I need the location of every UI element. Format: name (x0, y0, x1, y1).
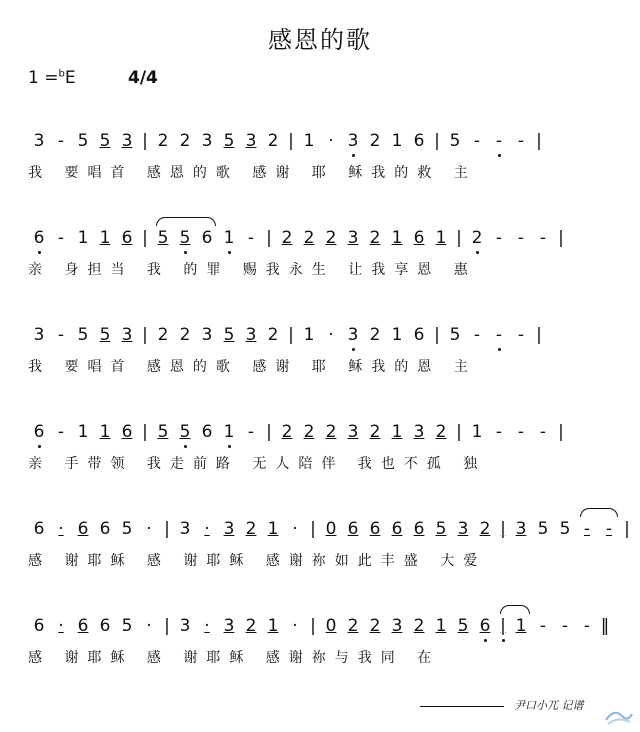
transcriber-credit: 尹口小兀 记谱 (514, 699, 584, 712)
note: 2 (369, 131, 381, 151)
note: 6 (121, 228, 133, 248)
note: · (146, 519, 152, 539)
barline: | (310, 616, 316, 636)
note: 3 (391, 616, 403, 636)
note: 1 (303, 131, 315, 151)
note: 5 (157, 422, 169, 442)
barline: | (164, 519, 170, 539)
note: 3 (347, 228, 359, 248)
note: - (539, 616, 547, 636)
barline: | (142, 422, 148, 442)
note: 0 (325, 519, 337, 539)
note: 1 (391, 422, 403, 442)
lyrics-line: 感 谢耶稣 感 谢耶稣 感谢祢与我同 在 (28, 650, 441, 666)
note: 1 (267, 616, 279, 636)
note: - (517, 228, 525, 248)
note: 3 (201, 131, 213, 151)
note: 6 (413, 228, 425, 248)
note: 1 (471, 422, 483, 442)
note: 5 (435, 519, 447, 539)
note: · (58, 616, 64, 636)
note: 6 (201, 422, 213, 442)
note: - (605, 519, 613, 539)
note: 1 (391, 131, 403, 151)
lyrics-line: 感 谢耶稣 感 谢耶稣 感谢祢如此丰盛 大爱 (28, 553, 487, 569)
note: 2 (325, 228, 337, 248)
note: 2 (369, 422, 381, 442)
note: - (539, 422, 547, 442)
barline: | (536, 325, 542, 345)
note: - (247, 422, 255, 442)
note: 5 (121, 616, 133, 636)
note: · (292, 616, 298, 636)
note: - (57, 131, 65, 151)
barline: | (456, 422, 462, 442)
note: 2 (179, 131, 191, 151)
notation-line (28, 518, 634, 540)
note: 6 (391, 519, 403, 539)
note: 3 (342, 324, 364, 346)
note: 6 (77, 519, 89, 539)
note: 1 (99, 228, 111, 248)
note: 5 (223, 325, 235, 345)
note: · (58, 519, 64, 539)
note: 2 (479, 519, 491, 539)
note: - (57, 422, 65, 442)
note: 5 (157, 228, 169, 248)
barline: ‖ (600, 616, 610, 636)
score-row (0, 324, 640, 384)
note: 2 (157, 131, 169, 151)
song-title: 感恩的歌 (268, 26, 372, 54)
barline: | (164, 616, 170, 636)
score-row (0, 518, 640, 578)
barline: | (558, 228, 564, 248)
note: 5 (99, 325, 111, 345)
note: 2 (369, 228, 381, 248)
note: · (146, 616, 152, 636)
note: 2 (179, 325, 191, 345)
note: 6 (413, 519, 425, 539)
note: 1 (435, 228, 447, 248)
note: 6 (474, 615, 496, 637)
note: 1 (77, 422, 89, 442)
note: · (204, 519, 210, 539)
note: 2 (281, 422, 293, 442)
note: 2 (325, 422, 337, 442)
key-prefix: 1 = (28, 68, 59, 88)
note: 3 (347, 422, 359, 442)
score-row (0, 227, 640, 287)
note: 2 (303, 422, 315, 442)
note: 5 (77, 131, 89, 151)
note: 1 (515, 616, 527, 636)
score-row (0, 421, 640, 481)
note: 6 (201, 228, 213, 248)
note: 3 (245, 325, 257, 345)
note: 2 (413, 616, 425, 636)
note: 1 (77, 228, 89, 248)
flat-sign: b (58, 68, 65, 80)
notation-line (28, 324, 546, 346)
note: 1 (303, 325, 315, 345)
note: 3 (342, 130, 364, 152)
time-signature: 4/4 (128, 68, 158, 88)
note: 2 (267, 131, 279, 151)
barline: | (624, 519, 630, 539)
note: 6 (121, 422, 133, 442)
note: 5 (449, 131, 461, 151)
note: 3 (33, 325, 45, 345)
barline: | (142, 228, 148, 248)
note: - (495, 228, 503, 248)
note: - (583, 519, 591, 539)
note: 2 (303, 228, 315, 248)
note: 1 (267, 519, 279, 539)
note: 6 (413, 325, 425, 345)
barline: | (310, 519, 316, 539)
barline: | (288, 131, 294, 151)
note: - (488, 324, 510, 346)
watermark-logo-icon (604, 706, 634, 728)
note: 6 (99, 616, 111, 636)
note: 6 (28, 421, 50, 443)
note: - (517, 325, 525, 345)
note: 3 (457, 519, 469, 539)
note: 1 (435, 616, 447, 636)
note: 2 (347, 616, 359, 636)
note: 3 (201, 325, 213, 345)
note: 3 (245, 131, 257, 151)
note: 5 (449, 325, 461, 345)
barline: | (558, 422, 564, 442)
note: 2 (369, 325, 381, 345)
barline: | (434, 325, 440, 345)
note: 5 (174, 421, 196, 443)
note: 5 (537, 519, 549, 539)
note: · (292, 519, 298, 539)
notation-line (28, 227, 568, 249)
barline: | (266, 228, 272, 248)
score-row (0, 130, 640, 190)
note: 0 (325, 616, 337, 636)
note: 2 (267, 325, 279, 345)
note: 2 (466, 227, 488, 249)
note: - (247, 228, 255, 248)
note: 6 (99, 519, 111, 539)
note: 5 (223, 131, 235, 151)
note: 1 (391, 228, 403, 248)
barline: | (500, 519, 506, 539)
note: 2 (369, 616, 381, 636)
barline: | (456, 228, 462, 248)
notation-line (28, 130, 546, 152)
barline: | (496, 615, 510, 637)
key-signature (28, 68, 76, 88)
barline: | (434, 131, 440, 151)
note: - (561, 616, 569, 636)
note: - (539, 228, 547, 248)
note: · (204, 616, 210, 636)
note: 1 (218, 421, 240, 443)
note: 2 (281, 228, 293, 248)
note: 1 (391, 325, 403, 345)
notation-line (28, 615, 612, 637)
barline: | (536, 131, 542, 151)
note: - (517, 422, 525, 442)
note: 5 (77, 325, 89, 345)
note: 3 (179, 519, 191, 539)
key-note: E (64, 68, 76, 88)
note: 6 (347, 519, 359, 539)
barline: | (266, 422, 272, 442)
note: 6 (77, 616, 89, 636)
note: - (488, 130, 510, 152)
tie-arc (156, 217, 216, 226)
note: 5 (174, 227, 196, 249)
lyrics-line: 我 要唱首 感恩的歌 感谢 耶 稣我的救 主 (28, 165, 477, 181)
note: 3 (413, 422, 425, 442)
note: 3 (121, 131, 133, 151)
note: 6 (33, 616, 45, 636)
note: 2 (245, 519, 257, 539)
lyrics-line: 亲 手带领 我走前路 无人陪伴 我也不孤 独 (28, 456, 487, 472)
barline: | (142, 131, 148, 151)
note: 3 (179, 616, 191, 636)
note: - (57, 325, 65, 345)
note: 6 (369, 519, 381, 539)
note: · (328, 325, 334, 345)
note: - (517, 131, 525, 151)
credit-rule (420, 706, 504, 707)
note: 3 (515, 519, 527, 539)
note: 3 (223, 519, 235, 539)
notation-line (28, 421, 568, 443)
note: 2 (245, 616, 257, 636)
note: 2 (157, 325, 169, 345)
score-row (0, 615, 640, 675)
note: 3 (223, 616, 235, 636)
barline: | (288, 325, 294, 345)
note: · (328, 131, 334, 151)
note: - (495, 422, 503, 442)
note: 6 (28, 227, 50, 249)
tie-arc (580, 508, 618, 517)
note: 3 (121, 325, 133, 345)
lyrics-line: 亲 身担当 我 的罪 赐我永生 让我享恩 惠 (28, 262, 477, 278)
note: 6 (413, 131, 425, 151)
note: 6 (33, 519, 45, 539)
note: - (473, 325, 481, 345)
note: 1 (99, 422, 111, 442)
note: 2 (435, 422, 447, 442)
lyrics-line: 我 要唱首 感恩的歌 感谢 耶 稣我的恩 主 (28, 359, 477, 375)
note: 5 (457, 616, 469, 636)
note: - (473, 131, 481, 151)
note: 5 (99, 131, 111, 151)
note: 5 (559, 519, 571, 539)
note: - (583, 616, 591, 636)
tie-arc (500, 605, 530, 614)
barline: | (142, 325, 148, 345)
note: 3 (33, 131, 45, 151)
note: 5 (121, 519, 133, 539)
note: - (57, 228, 65, 248)
note: 1 (218, 227, 240, 249)
